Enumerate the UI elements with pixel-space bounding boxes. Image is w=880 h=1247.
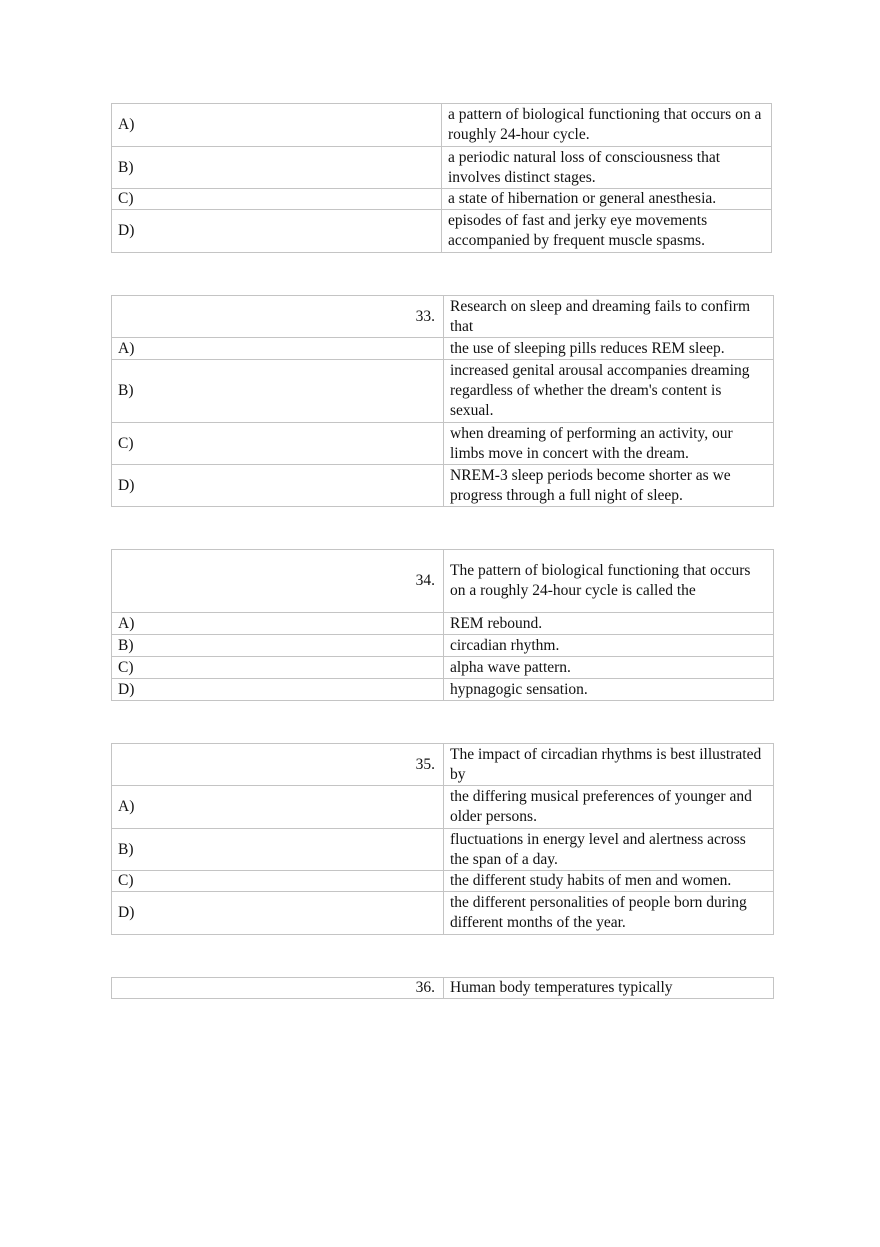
question-text: The impact of circadian rhythms is best illustrated by — [444, 744, 774, 786]
option-label: C) — [112, 423, 444, 465]
option-label: B) — [112, 635, 444, 657]
option-text: a periodic natural loss of consciousness that involves distinct stages. — [442, 147, 772, 189]
question-row — [112, 296, 774, 338]
option-text: a state of hibernation or general anesthesia. — [442, 189, 772, 210]
option-row — [112, 338, 774, 360]
option-text: NREM-3 sleep periods become shorter as we progress through a full night of sleep. — [444, 465, 774, 507]
option-row — [112, 679, 774, 701]
option-text: increased genital arousal accompanies dreaming regardless of whether the dream's content is sexual. — [444, 360, 774, 423]
option-row — [112, 423, 774, 465]
option-row — [112, 657, 774, 679]
option-label: B) — [112, 360, 444, 423]
question-row — [112, 744, 774, 786]
option-text: the different personalities of people born during different months of the year. — [444, 892, 774, 935]
option-row — [112, 829, 774, 871]
question-number: 36. — [112, 978, 444, 999]
question-34-table — [111, 549, 774, 701]
question-number: 34. — [112, 550, 444, 613]
question-33-table — [111, 295, 774, 507]
option-label: A) — [112, 338, 444, 360]
option-row — [112, 210, 772, 253]
option-label: D) — [112, 210, 442, 253]
option-label: D) — [112, 892, 444, 935]
option-text: fluctuations in energy level and alertness across the span of a day. — [444, 829, 774, 871]
option-row — [112, 360, 774, 423]
option-text: when dreaming of performing an activity, our limbs move in concert with the dream. — [444, 423, 774, 465]
option-text: alpha wave pattern. — [444, 657, 774, 679]
option-label: D) — [112, 465, 444, 507]
question-35-table — [111, 743, 774, 935]
question-36-table — [111, 977, 774, 999]
option-row — [112, 871, 774, 892]
option-label: D) — [112, 679, 444, 701]
option-label: A) — [112, 786, 444, 829]
option-label: B) — [112, 147, 442, 189]
option-row — [112, 613, 774, 635]
option-row — [112, 465, 774, 507]
option-label: B) — [112, 829, 444, 871]
question-row — [112, 978, 774, 999]
question-row — [112, 550, 774, 613]
question-text: The pattern of biological functioning that occurs on a roughly 24-hour cycle is called the — [444, 550, 774, 613]
option-text: the differing musical preferences of younger and older persons. — [444, 786, 774, 829]
option-text: hypnagogic sensation. — [444, 679, 774, 701]
option-text: episodes of fast and jerky eye movements accompanied by frequent muscle spasms. — [442, 210, 772, 253]
question-number: 35. — [112, 744, 444, 786]
option-label: A) — [112, 104, 442, 147]
option-row — [112, 104, 772, 147]
question-text: Human body temperatures typically — [444, 978, 774, 999]
option-text: a pattern of biological functioning that occurs on a roughly 24-hour cycle. — [442, 104, 772, 147]
option-row — [112, 892, 774, 935]
option-row — [112, 189, 772, 210]
question-number: 33. — [112, 296, 444, 338]
option-row — [112, 786, 774, 829]
option-text: REM rebound. — [444, 613, 774, 635]
option-label: C) — [112, 871, 444, 892]
option-label: A) — [112, 613, 444, 635]
option-label: C) — [112, 189, 442, 210]
option-row — [112, 147, 772, 189]
option-row — [112, 635, 774, 657]
question-text: Research on sleep and dreaming fails to confirm that — [444, 296, 774, 338]
option-text: circadian rhythm. — [444, 635, 774, 657]
option-label: C) — [112, 657, 444, 679]
question-32-options-table — [111, 103, 772, 253]
option-text: the different study habits of men and women. — [444, 871, 774, 892]
option-text: the use of sleeping pills reduces REM sleep. — [444, 338, 774, 360]
